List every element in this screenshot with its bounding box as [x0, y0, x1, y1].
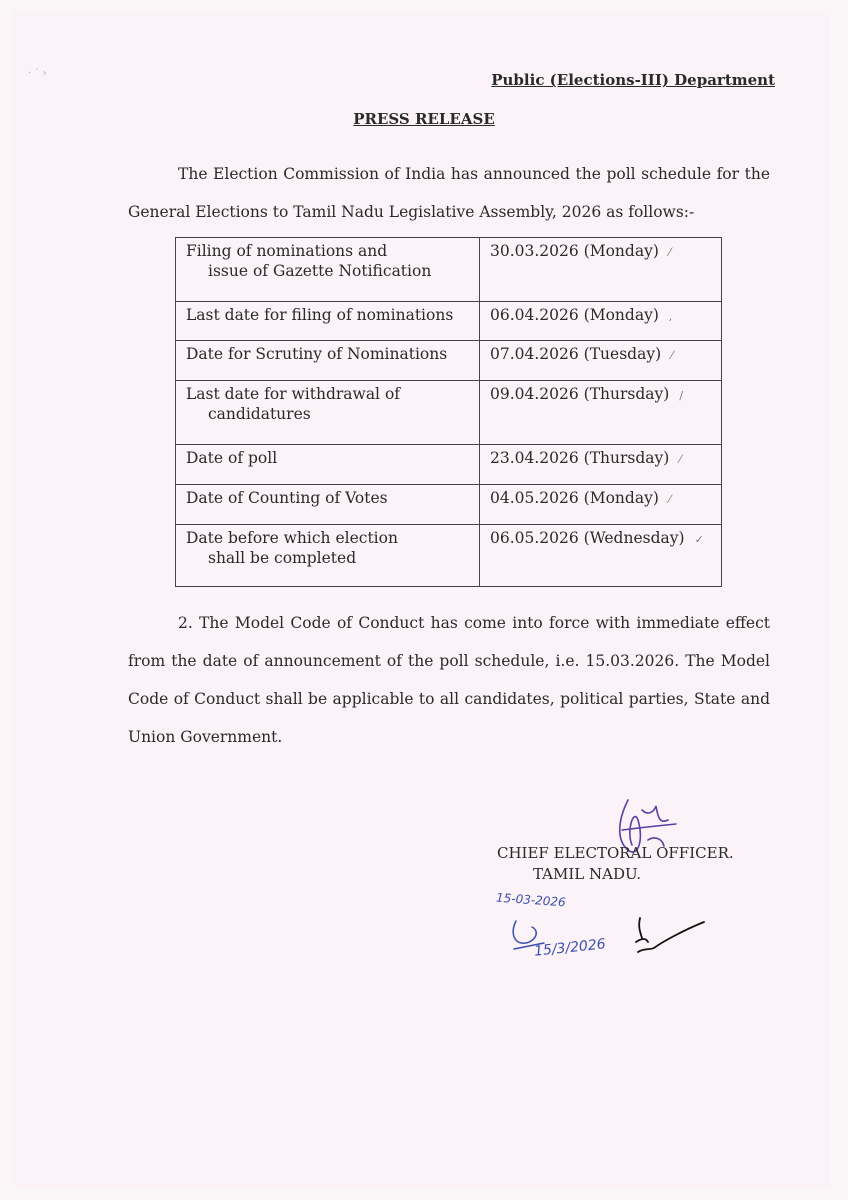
event-label: Last date for withdrawal of: [186, 385, 401, 403]
tick-mark: ,: [668, 310, 673, 323]
scan-speck: · ˙ ›: [28, 68, 47, 79]
event-label: Date before which election: [186, 529, 398, 547]
table-row: [176, 302, 722, 341]
schedule-table: [175, 237, 722, 587]
date-value: 09.04.2026 (Thursday): [490, 385, 670, 403]
tick-mark: ⁄: [679, 453, 682, 466]
date-value: 06.05.2026 (Wednesday): [490, 529, 685, 547]
date-cell: [480, 238, 722, 302]
table-row: [176, 381, 722, 445]
date-cell: [480, 302, 722, 341]
event-cell: [176, 485, 480, 525]
event-label: Date for Scrutiny of Nominations: [186, 345, 448, 363]
table-row: [176, 485, 722, 525]
tick-mark: ✓: [694, 533, 704, 546]
date-cell: [480, 525, 722, 587]
event-cell: [176, 238, 480, 302]
date-cell: [480, 485, 722, 525]
press-release-title: PRESS RELEASE: [353, 110, 495, 128]
model-code-text: 2. The Model Code of Conduct has come into force with immediate effect from the date of announcement of the poll schedule, i.e. 15.03.2026. The Model Code of Conduct shall be applicable to all candidates, political parties, State and Union Government.: [128, 614, 770, 746]
table-row: [176, 525, 722, 587]
event-label: Last date for filing of nominations: [186, 306, 454, 324]
tick-mark: ⁄: [668, 493, 671, 506]
date-value: 30.03.2026 (Monday): [490, 242, 659, 260]
date-cell: [480, 381, 722, 445]
date-cell: [480, 445, 722, 485]
date-cell: [480, 341, 722, 381]
date-value: 07.04.2026 (Tuesday): [490, 345, 662, 363]
event-label: Date of Counting of Votes: [186, 489, 388, 507]
event-label-cont: issue of Gazette Notification: [208, 262, 432, 280]
event-label-cont: shall be completed: [208, 549, 357, 567]
date-value: 23.04.2026 (Thursday): [490, 449, 670, 467]
event-label-cont: candidatures: [208, 405, 311, 423]
tick-mark: ⁄: [668, 246, 671, 259]
date-value: 04.05.2026 (Monday): [490, 489, 659, 507]
event-label: Date of poll: [186, 449, 278, 467]
signatory-state: TAMIL NADU.: [533, 865, 642, 883]
event-cell: [176, 302, 480, 341]
event-cell: [176, 381, 480, 445]
tick-mark: /: [679, 389, 684, 402]
date-value: 06.04.2026 (Monday): [490, 306, 659, 324]
intro-text: The Election Commission of India has announced the poll schedule for the General Elections to Tamil Nadu Legislative Assembly, 2026 as follows:-: [128, 165, 770, 221]
event-cell: [176, 341, 480, 381]
department-heading: Public (Elections-III) Department: [491, 71, 775, 89]
handwritten-date-1-text: 15-03-2026: [495, 890, 567, 910]
intro-paragraph: [128, 155, 770, 231]
event-cell: [176, 445, 480, 485]
event-label: Filing of nominations and: [186, 242, 388, 260]
tick-mark: ⁄: [671, 349, 673, 362]
event-cell: [176, 525, 480, 587]
handwritten-date-2-text: 15/3/2026: [533, 936, 607, 960]
signatory-block: [497, 843, 734, 885]
table-row: [176, 238, 722, 302]
black-initial-mark: [628, 912, 708, 966]
signatory-designation: CHIEF ELECTORAL OFFICER.: [497, 844, 734, 862]
table-row: [176, 445, 722, 485]
model-code-paragraph: [128, 604, 770, 756]
table-row: [176, 341, 722, 381]
